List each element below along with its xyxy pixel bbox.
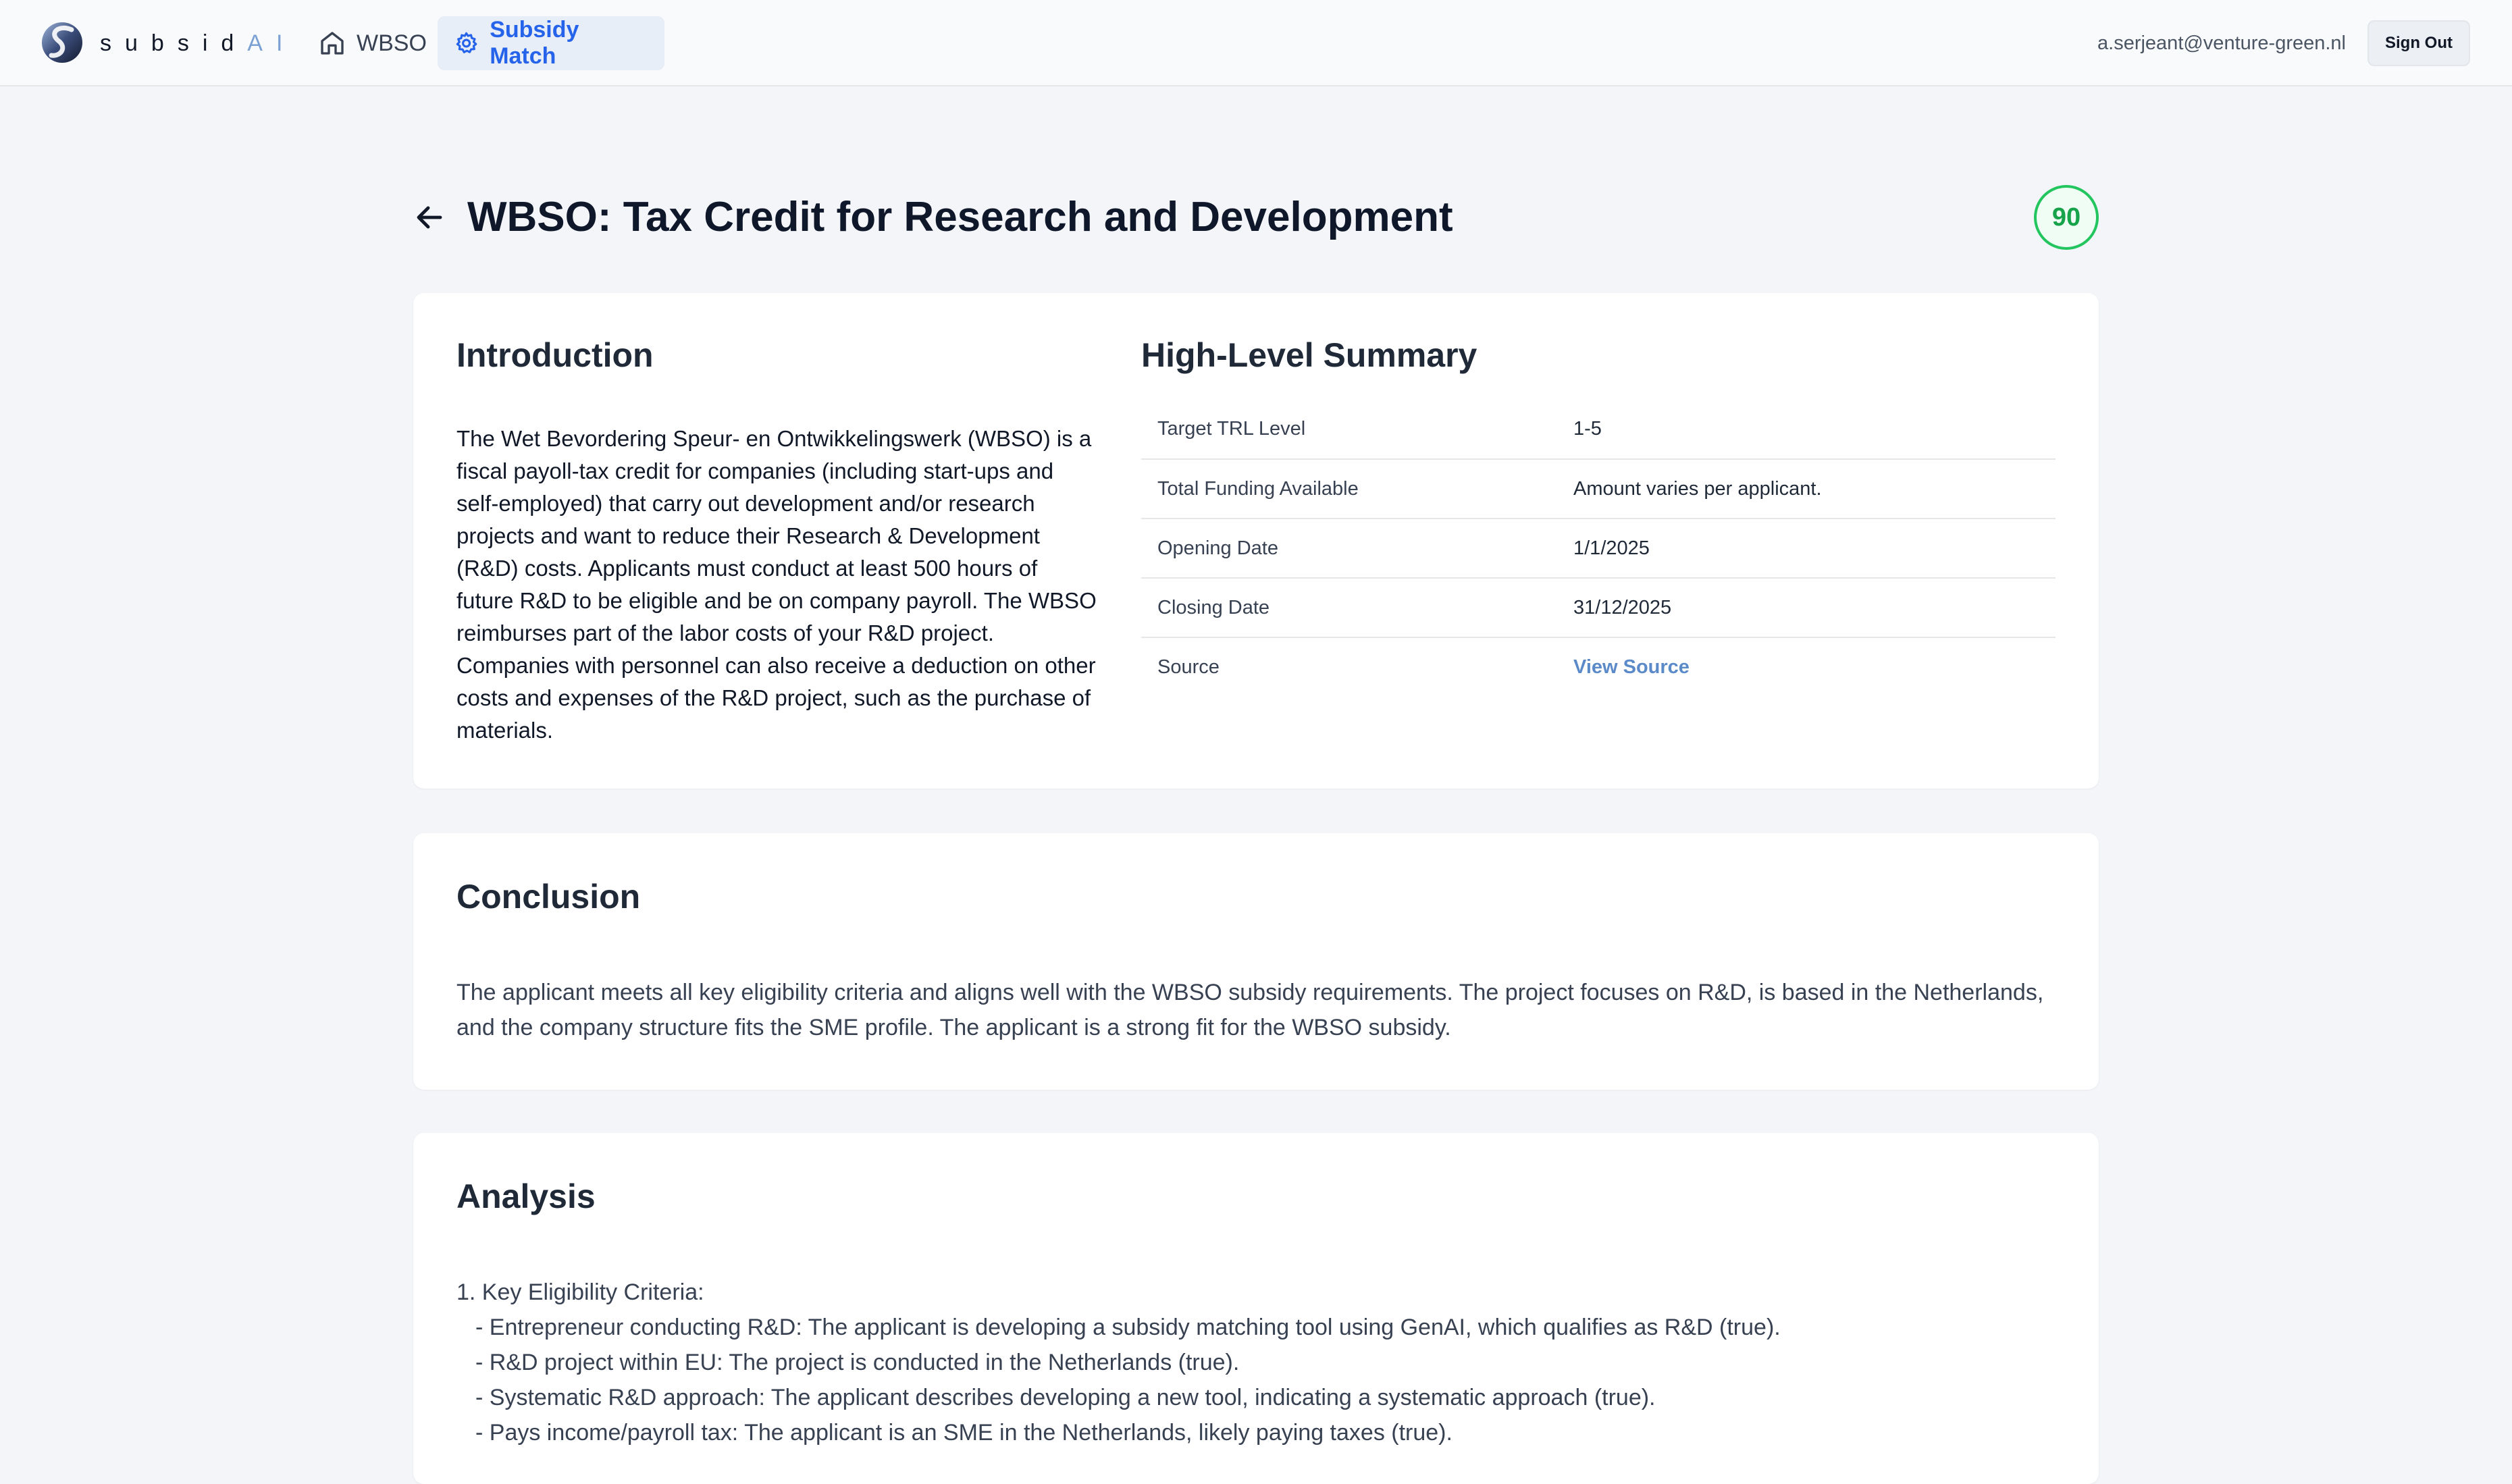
- view-source-link[interactable]: View Source: [1573, 656, 1690, 678]
- conclusion-heading: Conclusion: [456, 878, 641, 916]
- gear-icon: [454, 30, 479, 56]
- summary-row: [1141, 637, 2056, 697]
- summary-table: [1141, 400, 2056, 697]
- summary-key: Source: [1157, 656, 1220, 678]
- analysis-list: [456, 1275, 2064, 1450]
- match-score-badge: 90: [2034, 185, 2099, 250]
- summary-heading: High-Level Summary: [1141, 336, 1477, 374]
- sign-out-button[interactable]: Sign Out: [2367, 20, 2470, 66]
- summary-value: 31/12/2025: [1557, 578, 2056, 637]
- summary-value-cell: [1557, 637, 2056, 697]
- introduction-text: The Wet Bevordering Speur- en Ontwikkelingswerk (WBSO) is a fiscal payoll-tax credit for companies (including start-ups and self-employed) that carry out development and/or research projects and want to reduce their Research & Development (R&D) costs. Applicants must conduct at least 500 hours of future R&D to be eligible and be on company payroll. The WBSO reimburses part of the labor costs of your R&D project. Companies with personnel can also receive a deduction on other costs and expenses of the R&D project, such as the purchase of materials.: [456, 426, 1097, 743]
- brand-suffix: AI: [247, 30, 296, 56]
- summary-row: [1141, 578, 2056, 637]
- nav-item-subsidy-match[interactable]: [438, 16, 664, 70]
- top-navigation-bar: [0, 0, 2512, 86]
- page-title: WBSO: Tax Credit for Research and Development: [467, 194, 1453, 240]
- summary-value: Amount varies per applicant.: [1557, 459, 2056, 519]
- nav-item-label: Subsidy Match: [490, 17, 579, 69]
- user-email: a.serjeant@venture-green.nl: [2097, 32, 2346, 54]
- conclusion-text: The applicant meets all key eligibility criteria and aligns well with the WBSO subsidy requirements. The project focuses on R&D, is based in the Netherlands, and the company structure fits the SME profile. The applicant is a strong fit for the WBSO subsidy.: [456, 980, 2044, 1040]
- subsidai-logo-icon[interactable]: [41, 18, 84, 68]
- summary-key: Opening Date: [1141, 519, 1557, 578]
- analysis-section-heading: 1. Key Eligibility Criteria:: [456, 1279, 704, 1305]
- analysis-item: - Pays income/payroll tax: The applicant is an SME in the Netherlands, likely paying taxes (true).: [475, 1420, 1453, 1446]
- brand-name: subsid: [100, 30, 248, 56]
- summary-key: Target TRL Level: [1141, 400, 1557, 459]
- summary-row: [1141, 459, 2056, 519]
- analysis-item: - Systematic R&D approach: The applicant describes developing a new tool, indicating a systematic approach (true).: [475, 1385, 1656, 1410]
- summary-value: 1/1/2025: [1557, 519, 2056, 578]
- home-icon: [319, 30, 346, 57]
- analysis-item: - Entrepreneur conducting R&D: The applicant is developing a subsidy matching tool using GenAI, which qualifies as R&D (true).: [475, 1315, 1781, 1340]
- summary-value: 1-5: [1557, 400, 2056, 459]
- back-arrow-icon[interactable]: [413, 201, 446, 234]
- brand-wordmark[interactable]: [100, 26, 296, 61]
- summary-key: Total Funding Available: [1141, 459, 1557, 519]
- nav-item-label: WBSO: [357, 30, 427, 56]
- analysis-item: - R&D project within EU: The project is conducted in the Netherlands (true).: [475, 1350, 1240, 1375]
- summary-row: [1141, 400, 2056, 459]
- analysis-heading: Analysis: [456, 1177, 596, 1215]
- conclusion-card: [413, 833, 2099, 1090]
- summary-key: Closing Date: [1141, 578, 1557, 637]
- nav-item-wbso[interactable]: [311, 16, 435, 70]
- introduction-heading: Introduction: [456, 336, 654, 374]
- summary-row: [1141, 519, 2056, 578]
